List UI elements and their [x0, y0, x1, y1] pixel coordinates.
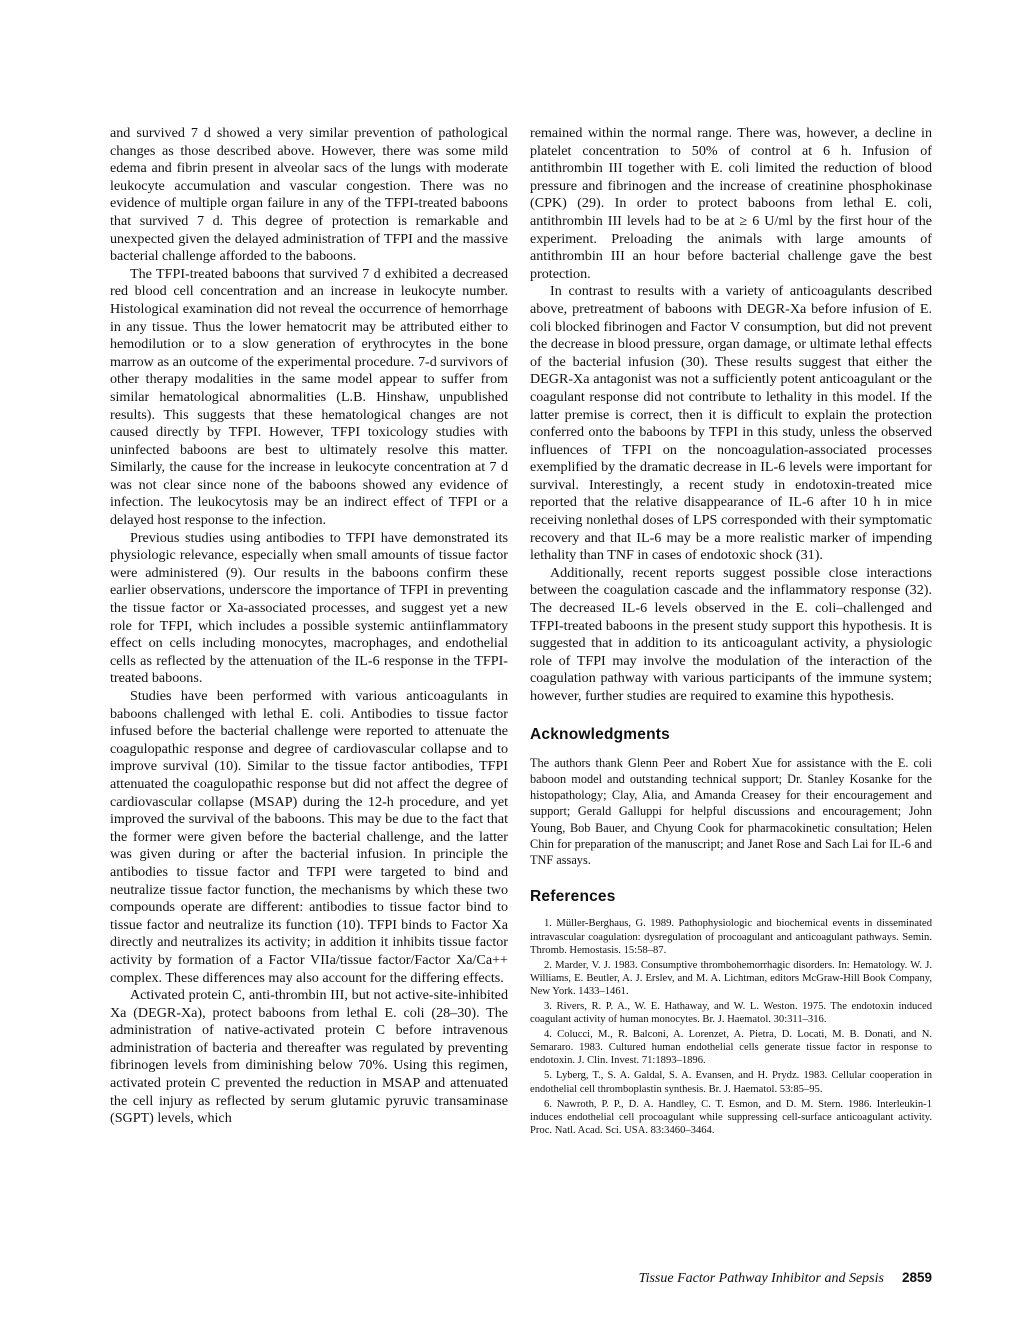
reference-item: 4. Colucci, M., R. Balconi, A. Lorenzet, A. Pietra, D. Locati, M. B. Donati, and N. Semararo. 1983. Cultured human endothelial cells generate tissue factor in response to endotoxin. J. Clin. Invest. 71:1893–1896.: [530, 1029, 932, 1067]
body-paragraph: In contrast to results with a variety of anticoagulants described above, pretreatment of baboons with DEGR-Xa before infusion of E. coli blocked fibrinogen and Factor V consumption, but did not prevent the decrease in blood pressure, organ damage, or ultimate lethal effects of the bacterial infusion (30). These results suggest that either the DEGR-Xa antagonist was not a sufficiently potent anticoagulant or the coagulant response did not contribute to lethality in this model. If the latter premise is correct, then it is difficult to explain the protection conferred onto the baboons by TFPI in this study, unless the observed influences of TFPI on the noncoagulation-associated processes exemplified by the dramatic decrease in IL-6 levels were important for survival. Interestingly, a recent study in endotoxin-treated mice reported that the relative disappearance of IL-6 after 10 h in mice receiving nonlethal doses of LPS corresponded with their symptomatic recovery and that IL-6 may be a more realistic marker of impending lethality than TNF in cases of endotoxic shock (31).: [530, 283, 932, 564]
body-paragraph: Activated protein C, anti-thrombin III, but not active-site-inhibited Xa (DEGR-Xa), protect baboons from lethal E. coli (28–30). The administration of native-activated protein C before intravenous administration of bacteria and thereafter was regulated by preventing fibrinogen levels from diminishing below 70%. Using this regimen, activated protein C prevented the reduction in MSAP and attenuated the cell injury as reflected by serum glutamic pyruvic transaminase (SGPT) levels, which: [110, 987, 508, 1127]
reference-list: [530, 917, 932, 1137]
left-column: [110, 125, 508, 1128]
page-number: 2859: [901, 1270, 932, 1285]
body-paragraph: Additionally, recent reports suggest possible close interactions between the coagulation cascade and the inflammatory response (32). The decreased IL-6 levels observed in the E. coli–challenged and TFPI-treated baboons in the present study support this hypothesis. It is suggested that in addition to its anticoagulant activity, a physiologic role of TFPI may involve the modulation of the interaction of the coagulation pathway with various participants of the immune system; however, further studies are required to examine this hypothesis.: [530, 564, 932, 704]
reference-item: 1. Müller-Berghaus, G. 1989. Pathophysiologic and biochemical events in disseminated intravascular coagulation: dysregulation of procoagulant and anticoagulant pathways. Semin. Thromb. Hemostasis. 15:58–87.: [530, 918, 932, 956]
body-paragraph: Previous studies using antibodies to TFPI have demonstrated its physiologic relevance, especially when small amounts of tissue factor were administered (9). Our results in the baboons confirm these earlier observations, underscore the importance of TFPI in preventing the tissue factor or Xa-associated processes, and suggest yet a new role for TFPI, which includes a possible systemic antiinflammatory effect on cells including monocytes, macrophages, and endothelial cells as reflected by the attenuation of the IL-6 response in the TFPI-treated baboons.: [110, 529, 508, 687]
acknowledgments-text: The authors thank Glenn Peer and Robert Xue for assistance with the E. coli baboon model and outstanding technical support; Dr. Stanley Kosanke for the histopathology; Clay, Alia, and Amanda Creasey for their encouragement and support; Gerald Galluppi for helpful discussions and encouragement; John Young, Bob Bauer, and Chyung Cook for pharmacokinetic consultation; Helen Chin for preparation of the manuscript; and Janet Rose and Sach Lai for IL-6 and TNF assays.: [530, 756, 932, 867]
body-paragraph: remained within the normal range. There was, however, a decline in platelet concentration to 50% of control at 6 h. Infusion of antithrombin III together with E. coli limited the reduction of blood pressure and fibrinogen and the increase of creatinine phosphokinase (CPK) (29). In order to protect baboons from lethal E. coli, antithrombin III levels had to be at ≥ 6 U/ml by the first hour of the experiment. Preloading the animals with large amounts of antithrombin III an hour before bacterial challenge gave the best protection.: [530, 125, 932, 282]
reference-item: 6. Nawroth, P. P., D. A. Handley, C. T. Esmon, and D. M. Stern. 1986. Interleukin-1 induces endothelial cell procoagulant while suppressing cell-surface anticoagulant activity. Proc. Natl. Acad. Sci. USA. 83:3460–3464.: [530, 1098, 932, 1136]
body-paragraph: The TFPI-treated baboons that survived 7 d exhibited a decreased red blood cell concentration and an increase in leukocyte number. Histological examination did not reveal the occurrence of hemorrhage in any tissue. Thus the lower hematocrit may be attributed either to hemodilution or to a slow generation of erythrocytes in the bone marrow as an outcome of the experimental procedure. 7-d survivors of other therapy modalities in the same model appear to suffer from similar hematological abnormalities (L.B. Hinshaw, unpublished results). This suggests that these hematological changes are not caused directly by TFPI. However, TFPI toxicology studies with uninfected baboons are best to ultimately resolve this matter. Similarly, the cause for the increase in leukocyte concentration at 7 d was not clear since none of the baboons showed any evidence of infection. The leukocytosis may be an indirect effect of TFPI or a delayed host response to the infection.: [110, 265, 509, 529]
reference-item: 5. Lyberg, T., S. A. Galdal, S. A. Evansen, and H. Prydz. 1983. Cellular cooperation in endothelial cell thromboplastin synthesis. Br. J. Haematol. 53:85–95.: [530, 1070, 932, 1095]
acknowledgments-heading: Acknowledgments: [530, 725, 670, 743]
page-footer: [560, 1270, 932, 1287]
body-paragraph: and survived 7 d showed a very similar prevention of pathological changes as those described above. However, there was some mild edema and fibrin present in alveolar sacs of the lungs with moderate leukocyte accumulation and vascular congestion. There was no evidence of multiple organ failure in any of the TFPI-treated baboons that survived 7 d. This degree of protection is remarkable and unexpected given the delayed administration of TFPI and the massive bacterial challenge afforded to the baboons.: [110, 125, 508, 265]
body-paragraph: Studies have been performed with various anticoagulants in baboons challenged with lethal E. coli. Antibodies to tissue factor infused before the bacterial challenge were reported to attenuate the coagulopathic response and degree of cardiovascular collapse and to improve survival (10). Similar to the tissue factor antibodies, TFPI attenuated the coagulopathic response but did not affect the degree of cardiovascular collapse (MSAP) during the 12-h procedure, and yet improved the survival of the baboons. This may be due to the fact that the former were given before the bacterial challenge, and the latter was given during or after the bacterial infusion. In principle the antibodies to tissue factor and TFPI were targeted to bind and neutralize tissue factor function, the mechanisms by which these two compounds operate are different: antibodies to tissue factor bind to tissue factor and neutralize its function (10). TFPI binds to Factor Xa directly and neutralizes its activity; in addition it inhibits tissue factor activity by formation of a Factor VIIa/tissue factor/Factor Xa/Ca++ complex. These differences may also account for the differing effects.: [110, 688, 508, 986]
running-title: Tissue Factor Pathway Inhibitor and Sepsis: [638, 1271, 884, 1286]
right-column: [530, 125, 932, 1139]
reference-item: 3. Rivers, R. P. A., W. E. Hathaway, and W. L. Weston. 1975. The endotoxin induced coagulant activity of human monocytes. Br. J. Haematol. 30:311–316.: [530, 1001, 932, 1026]
references-heading: References: [530, 887, 616, 905]
reference-item: 2. Marder, V. J. 1983. Consumptive thrombohemorrhagic disorders. In: Hematology. W. J. Williams, E. Beutler, A. J. Erslev, and M. A. Lichtman, editors McGraw-Hill Book Company, New York. 1433–1461.: [530, 959, 932, 997]
